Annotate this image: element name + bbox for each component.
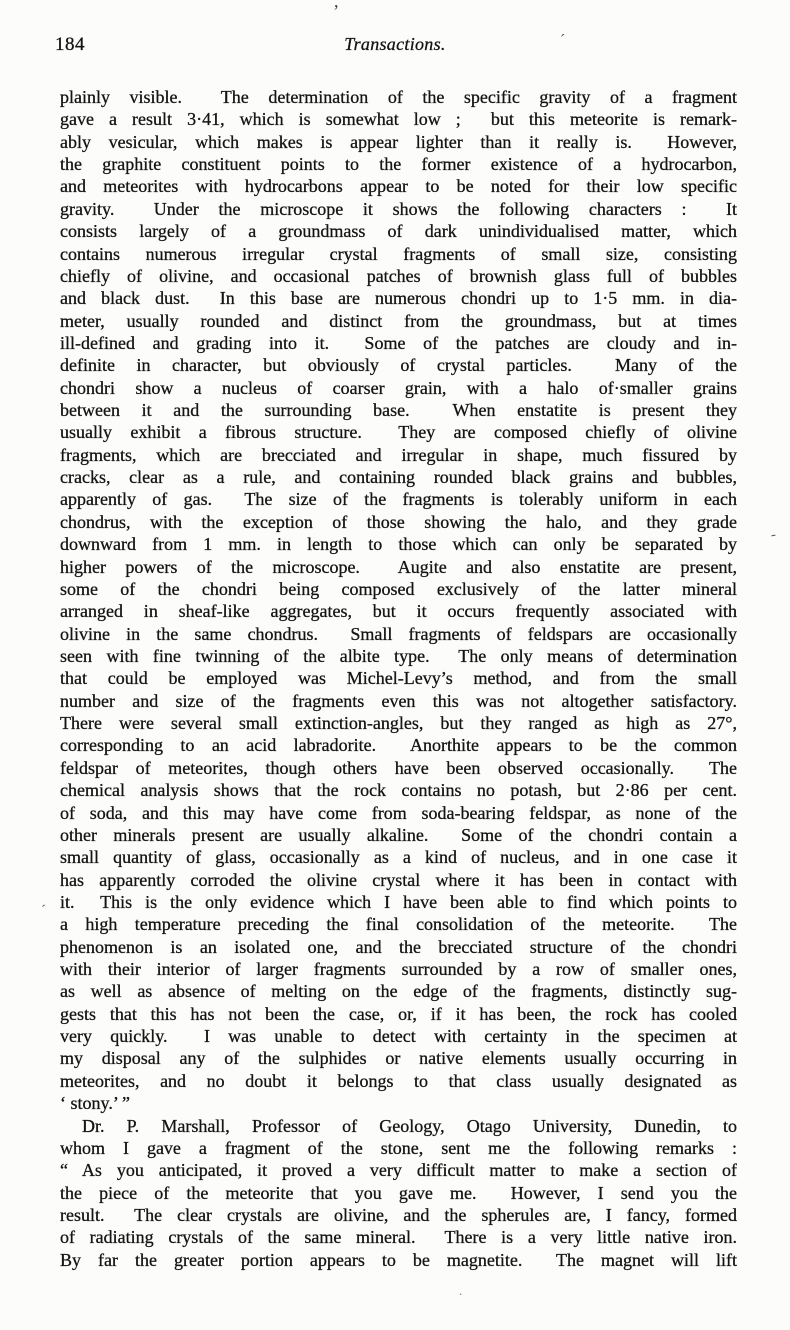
ink-speck: ´ — [560, 32, 566, 49]
text-line: downward from 1 mm. in length to those which can only be separated by — [60, 534, 737, 555]
text-line: plainly visible. The determination of the specific gravity of a fragment — [60, 87, 737, 107]
text-line: result. The clear crystals are olivine, and the spherules are, I fancy, formed — [60, 1204, 737, 1225]
text-line: arranged in sheaf-like aggregates, but it occurs frequently associated with — [60, 601, 737, 622]
text-line: that could be employed was Michel-Levy’s method, and from the small — [60, 668, 737, 689]
text-line: and black dust. In this base are numerous chondri up to 1·5 mm. in dia- — [60, 288, 737, 309]
text-line: phenomenon is an isolated one, and the brecciated structure of the chondri — [60, 936, 737, 957]
text-line: chondri show a nucleus of coarser grain, with a halo of·smaller grains — [60, 377, 737, 398]
text-line: ably vesicular, which makes is appear lighter than it really is. However, — [60, 131, 737, 152]
ink-speck: - — [769, 526, 778, 544]
text-line: it. This is the only evidence which I have been able to find which points to — [60, 891, 737, 912]
text-line: olivine in the same chondrus. Small fragments of feldspars are occasionally — [60, 623, 737, 644]
ink-speck: . — [459, 1283, 463, 1298]
text-line: of radiating crystals of the same mineral. There is a very little native iron. — [60, 1227, 737, 1248]
ink-speck: ´ — [41, 903, 46, 919]
text-line: whom I gave a fragment of the stone, sent me the following remarks : — [60, 1137, 737, 1158]
page-header — [0, 34, 790, 58]
text-line: gave a result 3·41, which is somewhat low ; but this meteorite is remark- — [60, 109, 737, 130]
text-line: “ As you anticipated, it proved a very difficult matter to make a section of — [60, 1160, 737, 1181]
text-line: between it and the surrounding base. When enstatite is present they — [60, 400, 737, 421]
text-line: small quantity of glass, occasionally as a kind of nucleus, and in one case it — [60, 847, 737, 868]
text-line: Dr. P. Marshall, Professor of Geology, Otago University, Dunedin, to — [82, 1115, 737, 1136]
text-line: a high temperature preceding the final consolidation of the meteorite. The — [60, 914, 737, 935]
running-title: Transactions. — [344, 34, 446, 54]
text-line: gravity. Under the microscope it shows the following characters : It — [60, 198, 737, 219]
text-line: contains numerous irregular crystal fragments of small size, consisting — [60, 243, 737, 264]
text-line: the graphite constituent points to the former existence of a hydrocarbon, — [60, 154, 737, 175]
text-line: meter, usually rounded and distinct from the groundmass, but at times — [60, 310, 737, 331]
text-line: definite in character, but obviously of crystal particles. Many of the — [60, 355, 737, 376]
text-line: chiefly of olivine, and occasional patches of brownish glass full of bubbles — [60, 265, 737, 286]
text-line: number and size of the fragments even this was not altogether satisfactory. — [60, 690, 737, 711]
text-line: other minerals present are usually alkaline. Some of the chondri contain a — [60, 824, 737, 845]
text-line: fragments, which are brecciated and irregular in shape, much fissured by — [60, 444, 737, 465]
text-line: meteorites, and no doubt it belongs to that class usually designated as — [60, 1070, 737, 1091]
text-line: There were several small extinction-angles, but they ranged as high as 27°, — [60, 713, 737, 734]
text-line: By far the greater portion appears to be magnetite. The magnet will lift — [60, 1249, 737, 1270]
text-line: chondrus, with the exception of those showing the halo, and they grade — [60, 511, 737, 532]
text-line: of soda, and this may have come from soda-bearing feldspar, as none of the — [60, 802, 737, 823]
page-number: 184 — [55, 34, 85, 55]
ink-speck: , — [334, 0, 339, 11]
text-line: corresponding to an acid labradorite. Anorthite appears to be the common — [60, 735, 737, 756]
text-line: cracks, clear as a rule, and containing rounded black grains and bubbles, — [60, 467, 737, 488]
text-line: has apparently corroded the olivine crystal where it has been in contact with — [60, 869, 737, 890]
text-line: very quickly. I was unable to detect with certainty in the specimen at — [60, 1026, 737, 1047]
text-line: as well as absence of melting on the edge of the fragments, distinctly sug- — [60, 981, 737, 1002]
text-line: and meteorites with hydrocarbons appear to be noted for their low specific — [60, 176, 737, 197]
text-line: chemical analysis shows that the rock contains no potash, but 2·86 per cent. — [60, 780, 737, 801]
text-line: the piece of the meteorite that you gave me. However, I send you the — [60, 1182, 737, 1203]
text-line: some of the chondri being composed exclusively of the latter mineral — [60, 578, 737, 599]
text-line: seen with fine twinning of the albite type. The only means of determination — [60, 645, 737, 666]
text-line: feldspar of meteorites, though others have been observed occasionally. The — [60, 757, 737, 778]
text-line: usually exhibit a fibrous structure. They are composed chiefly of olivine — [60, 422, 737, 443]
text-line: higher powers of the microscope. Augite and also enstatite are present, — [60, 556, 737, 577]
text-line: my disposal any of the sulphides or native elements usually occurring in — [60, 1048, 737, 1069]
text-line: gests that this has not been the case, or, if it has been, the rock has cooled — [60, 1003, 737, 1024]
body-text — [60, 86, 737, 1271]
text-line: consists largely of a groundmass of dark unindividualised matter, which — [60, 221, 737, 242]
text-line: apparently of gas. The size of the fragments is tolerably uniform in each — [60, 489, 737, 510]
text-line: ill-defined and grading into it. Some of the patches are cloudy and in- — [60, 332, 737, 353]
text-line: ‘ stony.’ ” — [60, 1093, 130, 1114]
text-line: with their interior of larger fragments surrounded by a row of smaller ones, — [60, 959, 737, 980]
